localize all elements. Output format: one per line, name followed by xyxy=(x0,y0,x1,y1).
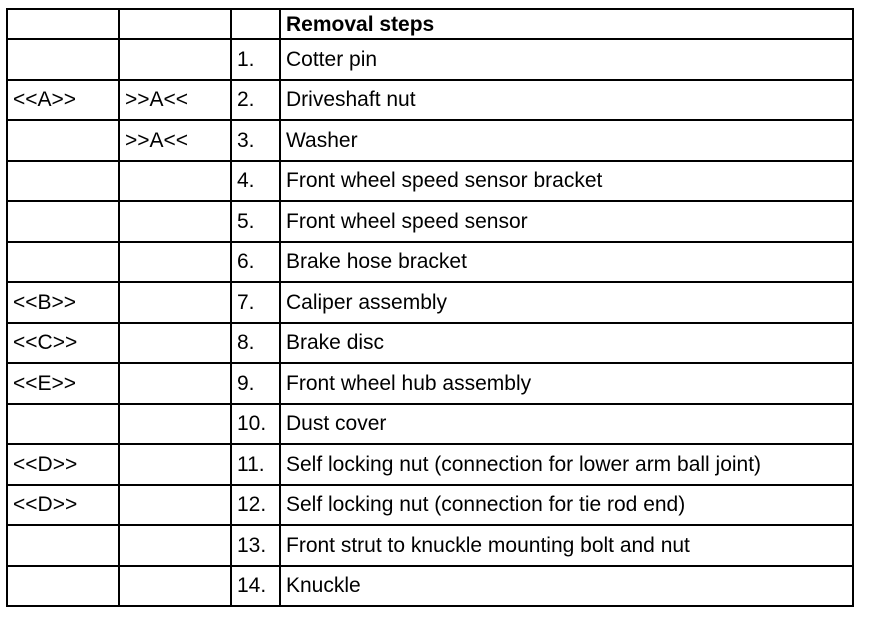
cell-installation-ref: <<A>> xyxy=(7,80,119,121)
cell-step-number: 14. xyxy=(231,566,280,607)
table-row xyxy=(7,39,853,80)
cell-step-name: Self locking nut (connection for tie rod end) xyxy=(280,485,853,526)
header-cell-installation-ref xyxy=(7,9,119,39)
cell-step-name: Brake hose bracket xyxy=(280,242,853,283)
cell-step-number: 4. xyxy=(231,161,280,202)
table-row xyxy=(7,363,853,404)
cell-step-name: Washer xyxy=(280,120,853,161)
cell-step-number: 9. xyxy=(231,363,280,404)
cell-step-number: 5. xyxy=(231,201,280,242)
cell-step-name: Self locking nut (connection for lower arm ball joint) xyxy=(280,444,853,485)
cell-removal-ref xyxy=(119,404,231,445)
cell-installation-ref: <<B>> xyxy=(7,282,119,323)
table-row xyxy=(7,282,853,323)
cell-step-name: Cotter pin xyxy=(280,39,853,80)
cell-step-name: Caliper assembly xyxy=(280,282,853,323)
cell-removal-ref xyxy=(119,485,231,526)
cell-step-name: Knuckle xyxy=(280,566,853,607)
table-row xyxy=(7,566,853,607)
table-row xyxy=(7,404,853,445)
cell-installation-ref: <<C>> xyxy=(7,323,119,364)
cell-step-number: 1. xyxy=(231,39,280,80)
cell-removal-ref xyxy=(119,39,231,80)
cell-step-name: Brake disc xyxy=(280,323,853,364)
table-row xyxy=(7,201,853,242)
cell-step-number: 11. xyxy=(231,444,280,485)
cell-installation-ref xyxy=(7,404,119,445)
cell-removal-ref xyxy=(119,161,231,202)
cell-removal-ref xyxy=(119,201,231,242)
removal-steps-table xyxy=(6,8,854,607)
cell-step-number: 6. xyxy=(231,242,280,283)
cell-step-number: 2. xyxy=(231,80,280,121)
cell-step-number: 10. xyxy=(231,404,280,445)
cell-installation-ref xyxy=(7,120,119,161)
cell-step-name: Driveshaft nut xyxy=(280,80,853,121)
cell-removal-ref xyxy=(119,282,231,323)
cell-step-name: Front strut to knuckle mounting bolt and nut xyxy=(280,525,853,566)
cell-step-number: 3. xyxy=(231,120,280,161)
cell-step-number: 8. xyxy=(231,323,280,364)
table-row xyxy=(7,80,853,121)
cell-removal-ref: >>A<< xyxy=(119,80,231,121)
cell-installation-ref: <<E>> xyxy=(7,363,119,404)
cell-installation-ref xyxy=(7,242,119,283)
cell-step-number: 12. xyxy=(231,485,280,526)
cell-removal-ref: >>A<< xyxy=(119,120,231,161)
cell-removal-ref xyxy=(119,525,231,566)
cell-installation-ref xyxy=(7,566,119,607)
cell-removal-ref xyxy=(119,566,231,607)
cell-installation-ref: <<D>> xyxy=(7,485,119,526)
cell-step-name: Front wheel speed sensor xyxy=(280,201,853,242)
cell-installation-ref xyxy=(7,161,119,202)
header-cell-removal-steps: Removal steps xyxy=(280,9,853,39)
cell-step-number: 7. xyxy=(231,282,280,323)
cell-step-name: Front wheel speed sensor bracket xyxy=(280,161,853,202)
cell-step-name: Dust cover xyxy=(280,404,853,445)
cell-removal-ref xyxy=(119,444,231,485)
table-row xyxy=(7,242,853,283)
table-header-row xyxy=(7,9,853,39)
table-row xyxy=(7,323,853,364)
removal-steps-table-body xyxy=(7,9,853,606)
cell-step-name: Front wheel hub assembly xyxy=(280,363,853,404)
cell-installation-ref xyxy=(7,201,119,242)
cell-installation-ref xyxy=(7,39,119,80)
cell-removal-ref xyxy=(119,363,231,404)
cell-installation-ref xyxy=(7,525,119,566)
table-row xyxy=(7,444,853,485)
cell-removal-ref xyxy=(119,323,231,364)
table-row xyxy=(7,525,853,566)
cell-installation-ref: <<D>> xyxy=(7,444,119,485)
cell-step-number: 13. xyxy=(231,525,280,566)
header-cell-removal-ref xyxy=(119,9,231,39)
table-row xyxy=(7,485,853,526)
table-row xyxy=(7,161,853,202)
header-cell-number xyxy=(231,9,280,39)
cell-removal-ref xyxy=(119,242,231,283)
table-row xyxy=(7,120,853,161)
